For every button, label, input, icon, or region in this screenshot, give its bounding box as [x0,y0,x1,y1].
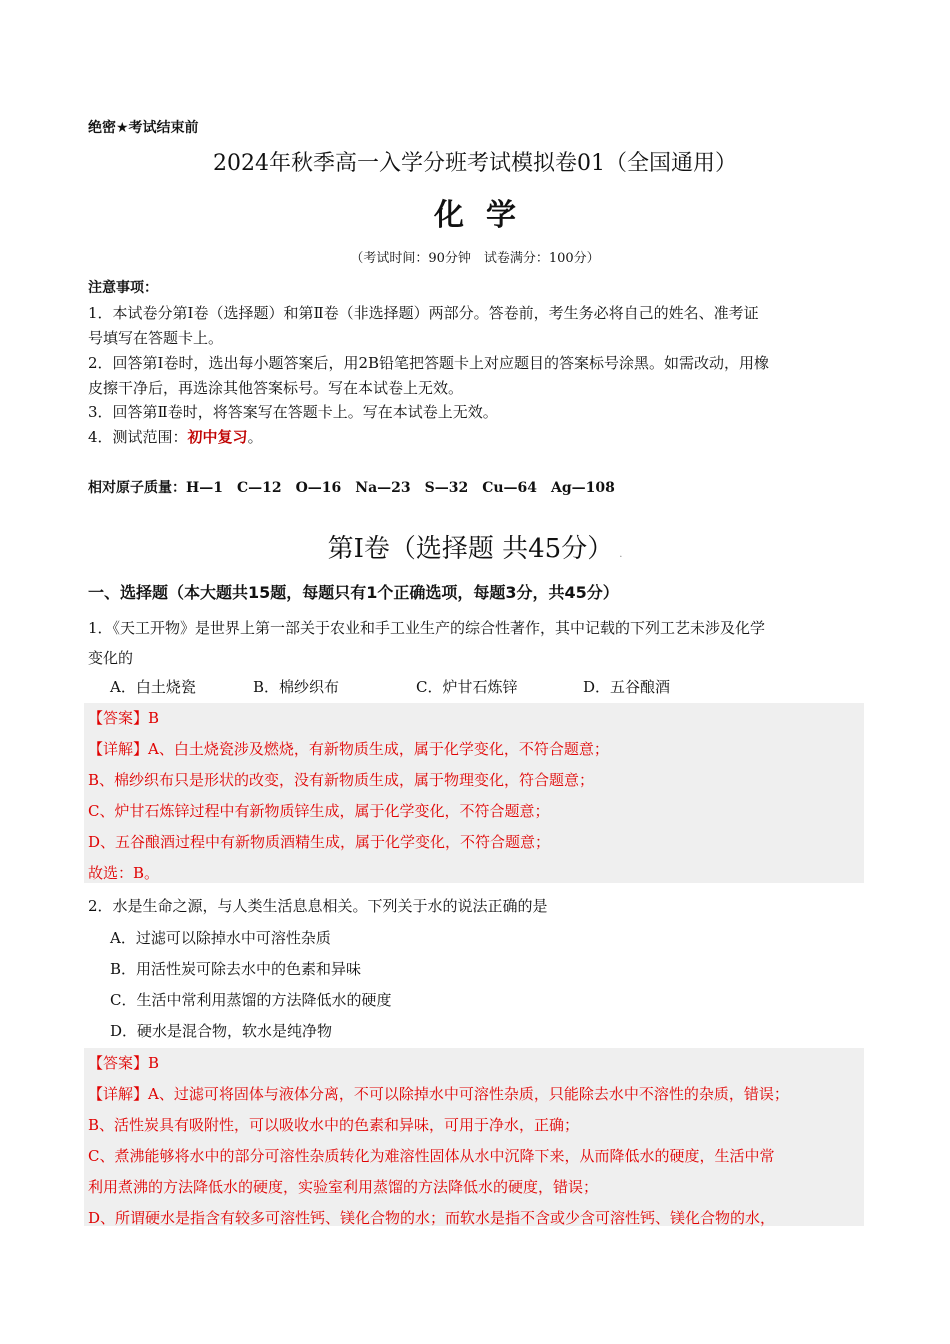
notes-line: 1．本试卷分第Ⅰ卷（选择题）和第Ⅱ卷（非选择题）两部分。答卷前，考生务必将自己的姓名、准考证 [88,304,759,322]
q1-explain-line: D、五谷酿酒过程中有新物质酒精生成，属于化学变化，不符合题意； [88,833,551,851]
q1-option-a: A．白土烧瓷 [110,678,196,696]
scope-value: 初中复习 [187,428,248,446]
q1-explain-line: B、棉纱织布只是形状的改变，没有新物质生成，属于物理变化，符合题意； [88,771,595,789]
q2-explain-line: C、煮沸能够将水中的部分可溶性杂质转化为难溶性固体从水中沉降下来，从而降低水的硬度，生活中常 [88,1147,775,1165]
notes-line: 皮擦干净后，再选涂其他答案标号。写在本试卷上无效。 [88,379,464,397]
explain-tag: 【详解】 [88,1085,149,1103]
answer-value: B [148,709,160,727]
explain-text: A、过滤可将固体与液体分离，不可以除掉水中可溶性杂质，只能除去水中不溶性的杂质，错误； [148,1085,789,1103]
q2-option-a: A．过滤可以除掉水中可溶性杂质 [110,929,331,947]
explain-text: A、白土烧瓷涉及燃烧，有新物质生成，属于化学变化，不符合题意； [148,740,609,758]
subject-title: 化学 [434,198,538,233]
q2-stem: 2．水是生命之源，与人类生活息息相关。下列关于水的说法正确的是 [88,897,548,915]
notes-line: 3．回答第Ⅱ卷时，将答案写在答题卡上。写在本试卷上无效。 [88,403,498,421]
q1-explain-line: 故选：B。 [88,864,160,882]
confidential-label: 绝密★考试结束前 [88,120,199,136]
q1-stem-line2: 变化的 [88,649,134,667]
exam-meta: （考试时间：90分钟 试卷满分：100分） [350,251,600,266]
notes-line: 号填写在答题卡上。 [88,329,224,347]
explain-tag: 【详解】 [88,740,149,758]
notes-scope [88,426,263,447]
notes-heading: 注意事项： [88,280,158,296]
q1-explain-line [88,738,609,759]
atomic-mass-line: 相对原子质量：H—1 C—12 O—16 Na—23 S—32 Cu—64 Ag—108 [88,480,615,496]
answer-tag: 【答案】 [88,709,149,727]
q2-option-c: C．生活中常利用蒸馏的方法降低水的硬度 [110,991,392,1009]
section1-heading: 一、选择题（本大题共15题，每题只有1个正确选项，每题3分，共45分） [88,583,619,602]
q2-explain-line: D、所谓硬水是指含有较多可溶性钙、镁化合物的水；而软水是指不含或少含可溶性钙、镁化合物的水， [88,1209,776,1227]
part1-title-text: 第Ⅰ卷（选择题 共45分） [327,534,614,564]
scope-suffix: 。 [247,428,263,446]
q1-option-c: C．炉甘石炼锌 [416,678,518,696]
q1-stem-line1: 1．《天工开物》是世界上第一部关于农业和手工业生产的综合性著作，其中记载的下列工艺未涉及化学 [88,619,766,637]
q2-answer [88,1052,159,1073]
q2-answer-box [84,1048,864,1226]
part1-mark: . [619,549,623,560]
q1-explain-line: C、炉甘石炼锌过程中有新物质锌生成，属于化学变化，不符合题意； [88,802,550,820]
q1-answer [88,707,159,728]
notes-line: 2．回答第Ⅰ卷时，选出每小题答案后，用2B铅笔把答题卡上对应题目的答案标号涂黑。如需改动，用橡 [88,354,770,372]
q1-option-b: B．棉纱织布 [253,678,340,696]
part1-title [0,528,950,565]
q2-option-b: B．用活性炭可除去水中的色素和异味 [110,960,362,978]
q2-explain-line: B、活性炭具有吸附性，可以吸收水中的色素和异味，可用于净水，正确； [88,1116,580,1134]
q2-option-d: D．硬水是混合物，软水是纯净物 [110,1022,333,1040]
answer-value: B [148,1054,160,1072]
q1-answer-box [84,703,864,883]
q2-explain-line [88,1083,789,1104]
answer-tag: 【答案】 [88,1054,149,1072]
q2-explain-line: 利用煮沸的方法降低水的硬度，实验室利用蒸馏的方法降低水的硬度，错误； [88,1178,599,1196]
exam-title: 2024年秋季高一入学分班考试模拟卷01（全国通用） [213,151,737,176]
scope-prefix: 4．测试范围： [88,428,188,446]
q1-option-d: D．五谷酿酒 [583,678,671,696]
